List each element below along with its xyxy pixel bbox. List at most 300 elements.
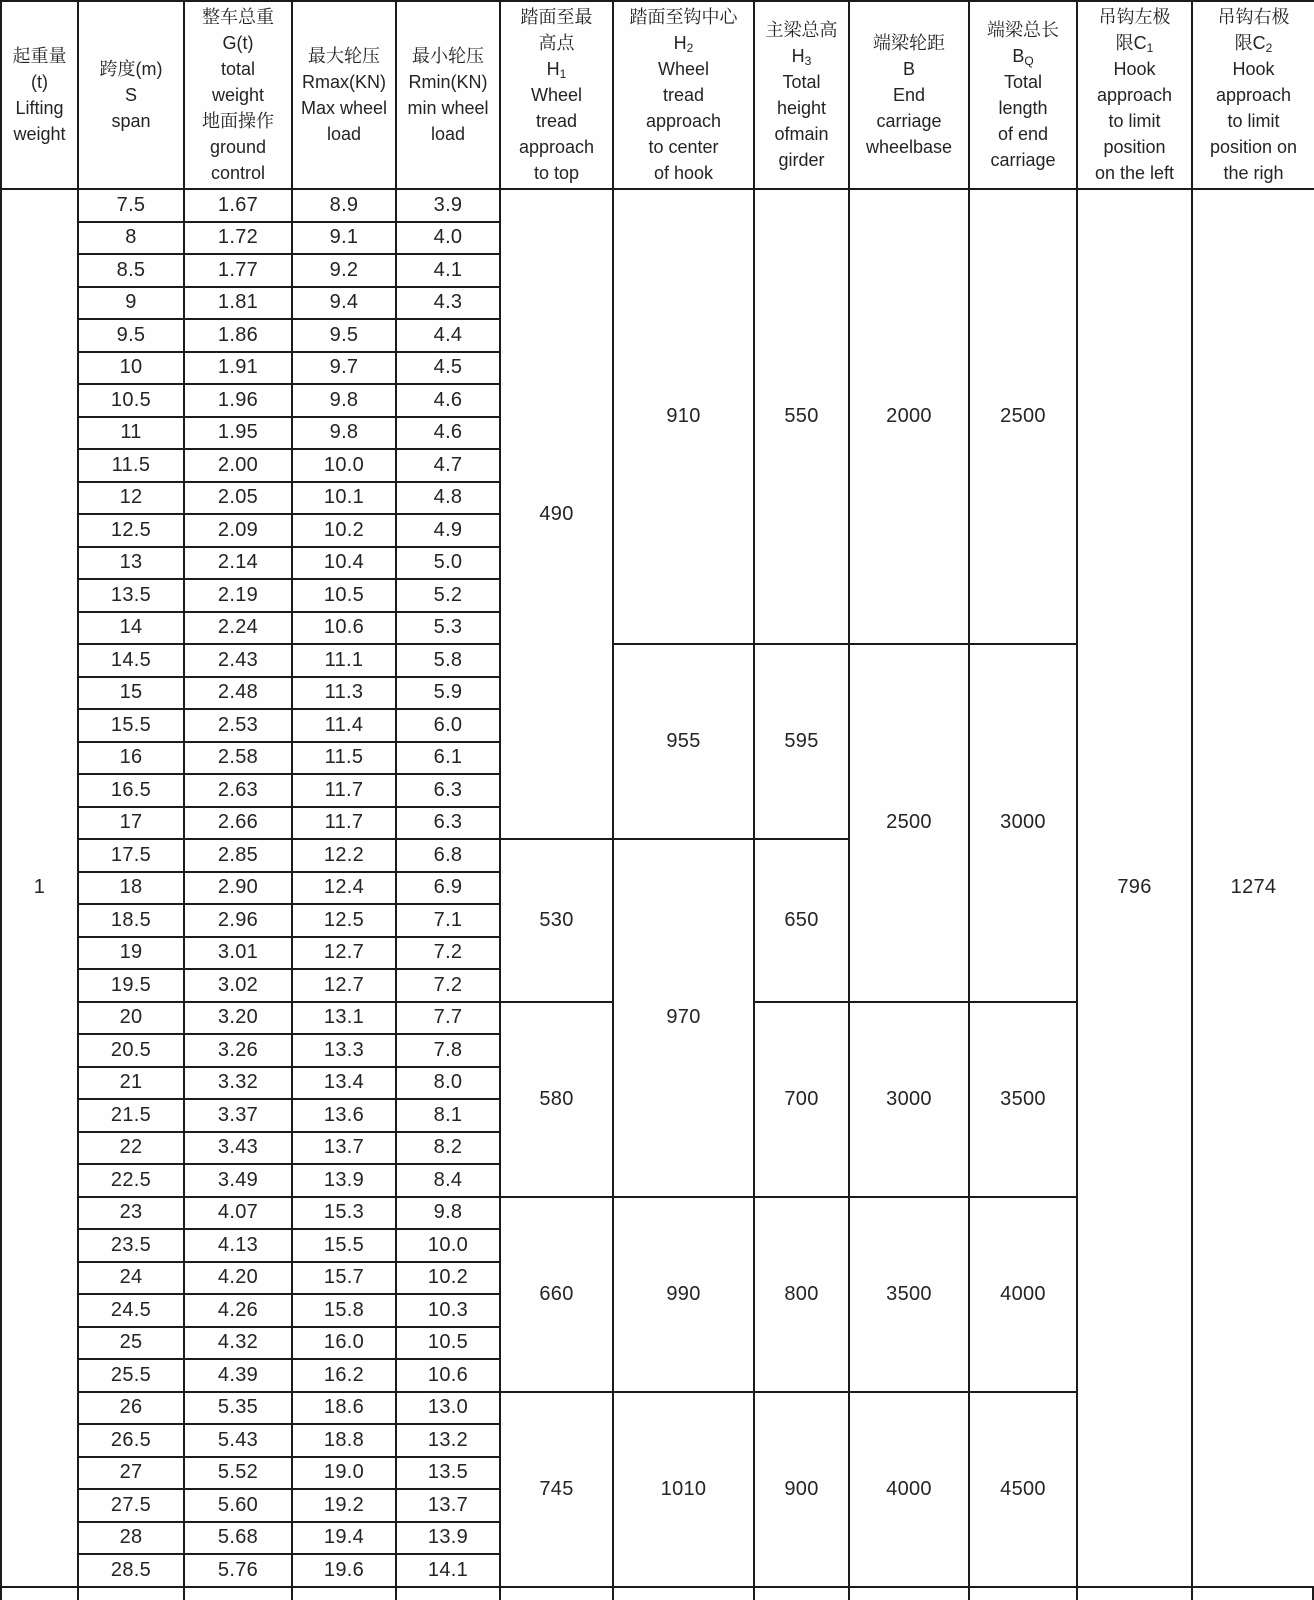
grid-line-stub [395, 1588, 397, 1600]
table-row [1, 189, 1314, 222]
header-line: ground [209, 137, 267, 157]
cell-min_wheel_load: 8.0 [396, 1067, 500, 1100]
cell-h3-merged: 595 [754, 644, 849, 839]
cell-min_wheel_load: 4.1 [396, 254, 500, 287]
cell-bq-merged: 4000 [969, 1197, 1077, 1392]
cell-max_wheel_load: 10.6 [292, 612, 396, 645]
cell-h2-merged: 1010 [613, 1392, 754, 1587]
cell-max_wheel_load: 11.5 [292, 742, 396, 775]
column-header-c2 [1192, 1, 1314, 189]
header-line: wheelbase [865, 137, 953, 157]
header-line: approach [1096, 85, 1173, 105]
column-header-total_weight [184, 1, 292, 189]
header-line: min wheel [407, 98, 489, 118]
cell-min_wheel_load: 4.6 [396, 417, 500, 450]
cell-max_wheel_load: 13.6 [292, 1099, 396, 1132]
header-line: load [430, 124, 466, 144]
cell-total_weight: 4.32 [184, 1327, 292, 1360]
cell-span: 10.5 [78, 384, 184, 417]
header-line: position on [1209, 137, 1298, 157]
cell-min_wheel_load: 7.1 [396, 904, 500, 937]
cell-min_wheel_load: 10.0 [396, 1229, 500, 1262]
header-line: (t) [31, 72, 48, 92]
header-line: $H_2$ [673, 33, 694, 55]
cell-min_wheel_load: 10.5 [396, 1327, 500, 1360]
cell-span: 11 [78, 417, 184, 450]
header-line: S [124, 85, 137, 105]
cell-max_wheel_load: 9.5 [292, 319, 396, 352]
cell-span: 9.5 [78, 319, 184, 352]
cell-span: 18 [78, 872, 184, 905]
cell-b-merged: 2000 [849, 189, 969, 644]
cell-total_weight: 2.66 [184, 807, 292, 840]
cell-max_wheel_load: 12.4 [292, 872, 396, 905]
cell-total_weight: 2.63 [184, 774, 292, 807]
cell-total_weight: 1.86 [184, 319, 292, 352]
subscript: 2 [1265, 41, 1273, 55]
cell-max_wheel_load: 15.3 [292, 1197, 396, 1230]
grid-line-stub [1076, 1588, 1078, 1600]
header-line: 最大轮压 [308, 46, 380, 66]
cell-max_wheel_load: 11.7 [292, 774, 396, 807]
cell-span: 25 [78, 1327, 184, 1360]
cell-max_wheel_load: 16.2 [292, 1359, 396, 1392]
cell-min_wheel_load: 5.9 [396, 677, 500, 710]
cell-min_wheel_load: 7.2 [396, 969, 500, 1002]
cell-min_wheel_load: 7.2 [396, 937, 500, 970]
cell-span: 17.5 [78, 839, 184, 872]
cell-min_wheel_load: 10.6 [396, 1359, 500, 1392]
cell-span: 21 [78, 1067, 184, 1100]
cell-total_weight: 1.67 [184, 189, 292, 222]
header-line: 主梁总高 [765, 20, 838, 40]
cell-min_wheel_load: 13.9 [396, 1522, 500, 1555]
cell-span: 22.5 [78, 1164, 184, 1197]
cell-min_wheel_load: 7.8 [396, 1034, 500, 1067]
cell-max_wheel_load: 9.1 [292, 222, 396, 255]
cell-bq-merged: 2500 [969, 189, 1077, 644]
cell-total_weight: 2.96 [184, 904, 292, 937]
header-line: height [776, 98, 827, 118]
cell-min_wheel_load: 13.0 [396, 1392, 500, 1425]
cell-span: 19.5 [78, 969, 184, 1002]
header-line: tread [662, 85, 705, 105]
header-line: to top [533, 163, 580, 183]
header-line: Wheel [530, 85, 583, 105]
cell-span: 21.5 [78, 1099, 184, 1132]
subscript: 3 [804, 54, 812, 68]
cell-span: 25.5 [78, 1359, 184, 1392]
header-row [1, 1, 1314, 189]
header-line: load [326, 124, 362, 144]
cell-total_weight: 4.20 [184, 1262, 292, 1295]
header-line: carriage [876, 111, 942, 131]
cell-span: 28.5 [78, 1554, 184, 1587]
cell-min_wheel_load: 8.4 [396, 1164, 500, 1197]
cell-c2-merged: 1274 [1192, 189, 1314, 1587]
header-line: 限$C_2$ [1234, 33, 1273, 55]
cell-total_weight: 5.76 [184, 1554, 292, 1587]
cell-h2-merged: 990 [613, 1197, 754, 1392]
cell-total_weight: 3.01 [184, 937, 292, 970]
cell-span: 27 [78, 1457, 184, 1490]
cell-max_wheel_load: 19.0 [292, 1457, 396, 1490]
header-line: 最小轮压 [412, 46, 484, 66]
cell-span: 10 [78, 352, 184, 385]
cell-total_weight: 3.26 [184, 1034, 292, 1067]
header-line: Hook [1232, 59, 1275, 79]
cell-h3-merged: 800 [754, 1197, 849, 1392]
column-header-bq [969, 1, 1077, 189]
cell-total_weight: 5.35 [184, 1392, 292, 1425]
header-line: to limit [1108, 111, 1161, 131]
cell-min_wheel_load: 4.7 [396, 449, 500, 482]
cell-max_wheel_load: 12.2 [292, 839, 396, 872]
cell-max_wheel_load: 11.1 [292, 644, 396, 677]
header-line: of hook [653, 163, 714, 183]
header-line: Max wheel [300, 98, 388, 118]
cell-total_weight: 2.24 [184, 612, 292, 645]
cell-total_weight: 1.81 [184, 287, 292, 320]
cell-bq-merged: 3500 [969, 1002, 1077, 1197]
header-line: 踏面至钩中心 [629, 7, 738, 27]
cell-total_weight: 3.37 [184, 1099, 292, 1132]
header-line: G(t) [222, 33, 254, 53]
cell-max_wheel_load: 13.4 [292, 1067, 396, 1100]
cell-total_weight: 1.95 [184, 417, 292, 450]
grid-line-stub [612, 1588, 614, 1600]
header-line: to limit [1227, 111, 1280, 131]
cell-total_weight: 3.20 [184, 1002, 292, 1035]
column-header-h1 [500, 1, 613, 189]
cell-h3-merged: 700 [754, 1002, 849, 1197]
cell-max_wheel_load: 11.7 [292, 807, 396, 840]
subscript: 2 [686, 41, 694, 55]
cell-max_wheel_load: 12.5 [292, 904, 396, 937]
grid-line-stub [291, 1588, 293, 1600]
cell-min_wheel_load: 14.1 [396, 1554, 500, 1587]
cell-min_wheel_load: 6.3 [396, 807, 500, 840]
subscript: 1 [1146, 41, 1154, 55]
cell-span: 20.5 [78, 1034, 184, 1067]
header-line: control [210, 163, 266, 183]
cell-total_weight: 2.48 [184, 677, 292, 710]
header-line: 地面操作 [202, 111, 274, 131]
grid-line-stub [77, 1588, 79, 1600]
cell-max_wheel_load: 11.3 [292, 677, 396, 710]
cell-min_wheel_load: 4.6 [396, 384, 500, 417]
cell-min_wheel_load: 4.9 [396, 514, 500, 547]
cell-h1-merged: 530 [500, 839, 613, 1002]
cell-total_weight: 2.58 [184, 742, 292, 775]
header-line: 端梁轮距 [873, 33, 945, 53]
cell-min_wheel_load: 7.7 [396, 1002, 500, 1035]
cell-max_wheel_load: 18.6 [292, 1392, 396, 1425]
cell-max_wheel_load: 10.4 [292, 547, 396, 580]
header-line: approach [1215, 85, 1292, 105]
cell-min_wheel_load: 13.2 [396, 1424, 500, 1457]
header-line: $H_1$ [546, 59, 567, 81]
cell-span: 26 [78, 1392, 184, 1425]
cell-h2-merged: 955 [613, 644, 754, 839]
header-line: B [902, 59, 915, 79]
cell-total_weight: 4.26 [184, 1294, 292, 1327]
cell-h2-merged: 910 [613, 189, 754, 644]
header-line: 整车总重 [202, 7, 274, 27]
cell-max_wheel_load: 9.4 [292, 287, 396, 320]
header-line: of end [997, 124, 1049, 144]
header-line: ofmain [774, 124, 829, 144]
header-line: span [111, 111, 151, 131]
column-header-h3 [754, 1, 849, 189]
cell-min_wheel_load: 4.0 [396, 222, 500, 255]
header-line: 限$C_1$ [1115, 33, 1154, 55]
cell-max_wheel_load: 9.8 [292, 384, 396, 417]
cell-min_wheel_load: 6.9 [396, 872, 500, 905]
cell-total_weight: 2.85 [184, 839, 292, 872]
cell-total_weight: 2.43 [184, 644, 292, 677]
cell-max_wheel_load: 15.7 [292, 1262, 396, 1295]
column-header-span [78, 1, 184, 189]
cell-span: 24 [78, 1262, 184, 1295]
cell-h1-merged: 490 [500, 189, 613, 839]
cell-h1-merged: 745 [500, 1392, 613, 1587]
cell-min_wheel_load: 4.3 [396, 287, 500, 320]
cell-min_wheel_load: 5.2 [396, 579, 500, 612]
grid-line-stub [183, 1588, 185, 1600]
cell-max_wheel_load: 9.8 [292, 417, 396, 450]
cell-max_wheel_load: 9.2 [292, 254, 396, 287]
header-line: Hook [1113, 59, 1156, 79]
cell-span: 23 [78, 1197, 184, 1230]
cell-span: 12 [78, 482, 184, 515]
cell-span: 11.5 [78, 449, 184, 482]
cell-h3-merged: 900 [754, 1392, 849, 1587]
header-line: 端梁总长 [987, 20, 1059, 40]
cell-max_wheel_load: 19.2 [292, 1489, 396, 1522]
cell-total_weight: 1.91 [184, 352, 292, 385]
cell-min_wheel_load: 6.3 [396, 774, 500, 807]
cell-total_weight: 3.32 [184, 1067, 292, 1100]
cell-min_wheel_load: 6.1 [396, 742, 500, 775]
table-body [1, 189, 1314, 1587]
cell-span: 8.5 [78, 254, 184, 287]
header-line: carriage [990, 150, 1056, 170]
cell-span: 8 [78, 222, 184, 255]
header-line: length [998, 98, 1048, 118]
cell-total_weight: 5.60 [184, 1489, 292, 1522]
cell-max_wheel_load: 15.8 [292, 1294, 396, 1327]
header-line: 跨度(m) [99, 59, 163, 79]
cell-total_weight: 5.52 [184, 1457, 292, 1490]
header-line: $B_Q$ [1012, 46, 1034, 68]
cell-span: 20 [78, 1002, 184, 1035]
cell-span: 15.5 [78, 709, 184, 742]
header-line: weight [13, 124, 66, 144]
header-line: Rmin(KN) [408, 72, 488, 92]
header-line: girder [778, 150, 825, 170]
cell-span: 16 [78, 742, 184, 775]
cell-span: 18.5 [78, 904, 184, 937]
cell-total_weight: 1.96 [184, 384, 292, 417]
cell-total_weight: 1.72 [184, 222, 292, 255]
cell-total_weight: 2.19 [184, 579, 292, 612]
column-header-c1 [1077, 1, 1192, 189]
cell-b-merged: 2500 [849, 644, 969, 1002]
subscript: Q [1024, 54, 1034, 68]
cell-span: 22 [78, 1132, 184, 1165]
cell-span: 23.5 [78, 1229, 184, 1262]
cell-max_wheel_load: 12.7 [292, 937, 396, 970]
grid-line-stub [848, 1588, 850, 1600]
cell-h3-merged: 550 [754, 189, 849, 644]
cell-span: 24.5 [78, 1294, 184, 1327]
cell-max_wheel_load: 13.9 [292, 1164, 396, 1197]
cell-lifting_weight-merged: 1 [1, 189, 78, 1587]
cell-min_wheel_load: 13.7 [396, 1489, 500, 1522]
cell-span: 27.5 [78, 1489, 184, 1522]
header-line: 高点 [538, 33, 575, 53]
cell-max_wheel_load: 19.6 [292, 1554, 396, 1587]
cell-total_weight: 5.43 [184, 1424, 292, 1457]
cell-total_weight: 4.39 [184, 1359, 292, 1392]
cell-c1-merged: 796 [1077, 189, 1192, 1587]
cell-total_weight: 3.49 [184, 1164, 292, 1197]
cell-max_wheel_load: 12.7 [292, 969, 396, 1002]
cell-min_wheel_load: 9.8 [396, 1197, 500, 1230]
cell-total_weight: 2.09 [184, 514, 292, 547]
header-line: the righ [1223, 163, 1284, 183]
grid-line-stub [499, 1588, 501, 1600]
grid-line-stub [753, 1588, 755, 1600]
cell-total_weight: 2.14 [184, 547, 292, 580]
grid-line-stub [968, 1588, 970, 1600]
cell-max_wheel_load: 19.4 [292, 1522, 396, 1555]
cell-min_wheel_load: 3.9 [396, 189, 500, 222]
cell-h1-merged: 580 [500, 1002, 613, 1197]
header-line: Lifting [15, 98, 64, 118]
cell-h3-merged: 650 [754, 839, 849, 1002]
column-header-max_wheel_load [292, 1, 396, 189]
cell-span: 16.5 [78, 774, 184, 807]
header-line: tread [535, 111, 578, 131]
header-line: weight [211, 85, 265, 105]
cell-span: 15 [78, 677, 184, 710]
cell-span: 26.5 [78, 1424, 184, 1457]
cell-max_wheel_load: 10.0 [292, 449, 396, 482]
header-line: $H_3$ [791, 46, 812, 68]
column-header-min_wheel_load [396, 1, 500, 189]
cell-total_weight: 4.13 [184, 1229, 292, 1262]
header-line: End [892, 85, 926, 105]
cell-total_weight: 2.53 [184, 709, 292, 742]
cell-span: 9 [78, 287, 184, 320]
cell-span: 13.5 [78, 579, 184, 612]
cell-total_weight: 2.90 [184, 872, 292, 905]
cell-b-merged: 3500 [849, 1197, 969, 1392]
cell-b-merged: 3000 [849, 1002, 969, 1197]
cell-span: 12.5 [78, 514, 184, 547]
cutoff-next-row-strip [0, 1588, 1314, 1600]
cell-min_wheel_load: 10.3 [396, 1294, 500, 1327]
header-line: 吊钩左极 [1098, 7, 1171, 27]
cell-total_weight: 4.07 [184, 1197, 292, 1230]
cell-min_wheel_load: 5.0 [396, 547, 500, 580]
cell-bq-merged: 3000 [969, 644, 1077, 1002]
cell-min_wheel_load: 6.0 [396, 709, 500, 742]
header-line: Wheel [657, 59, 710, 79]
header-line: position [1103, 137, 1166, 157]
cell-max_wheel_load: 13.7 [292, 1132, 396, 1165]
cell-h1-merged: 660 [500, 1197, 613, 1392]
cell-min_wheel_load: 13.5 [396, 1457, 500, 1490]
cell-min_wheel_load: 4.5 [396, 352, 500, 385]
column-header-b [849, 1, 969, 189]
cell-span: 14 [78, 612, 184, 645]
cell-max_wheel_load: 16.0 [292, 1327, 396, 1360]
header-line: 踏面至最 [520, 7, 593, 27]
cell-min_wheel_load: 8.1 [396, 1099, 500, 1132]
cell-max_wheel_load: 9.7 [292, 352, 396, 385]
grid-line-stub [1191, 1588, 1193, 1600]
cell-max_wheel_load: 10.1 [292, 482, 396, 515]
cell-max_wheel_load: 8.9 [292, 189, 396, 222]
cell-span: 7.5 [78, 189, 184, 222]
cell-total_weight: 3.43 [184, 1132, 292, 1165]
header-line: Total [782, 72, 821, 92]
cell-total_weight: 2.05 [184, 482, 292, 515]
subscript: 1 [559, 67, 567, 81]
cell-span: 28 [78, 1522, 184, 1555]
cell-max_wheel_load: 15.5 [292, 1229, 396, 1262]
cell-max_wheel_load: 18.8 [292, 1424, 396, 1457]
cell-span: 14.5 [78, 644, 184, 677]
header-line: 吊钩右极 [1217, 7, 1290, 27]
cell-bq-merged: 4500 [969, 1392, 1077, 1587]
header-line: on the left [1094, 163, 1175, 183]
cell-span: 19 [78, 937, 184, 970]
cell-span: 17 [78, 807, 184, 840]
cell-total_weight: 3.02 [184, 969, 292, 1002]
cell-total_weight: 5.68 [184, 1522, 292, 1555]
cell-min_wheel_load: 4.4 [396, 319, 500, 352]
cell-min_wheel_load: 8.2 [396, 1132, 500, 1165]
cell-max_wheel_load: 11.4 [292, 709, 396, 742]
cell-max_wheel_load: 13.1 [292, 1002, 396, 1035]
cell-min_wheel_load: 6.8 [396, 839, 500, 872]
header-line: total [220, 59, 256, 79]
cell-max_wheel_load: 13.3 [292, 1034, 396, 1067]
header-line: to center [648, 137, 719, 157]
cell-max_wheel_load: 10.2 [292, 514, 396, 547]
cell-min_wheel_load: 10.2 [396, 1262, 500, 1295]
header-line: 起重量 [12, 46, 67, 66]
cell-min_wheel_load: 4.8 [396, 482, 500, 515]
column-header-h2 [613, 1, 754, 189]
header-line: Rmax(KN) [302, 72, 386, 92]
table-header [1, 1, 1314, 189]
cell-total_weight: 1.77 [184, 254, 292, 287]
cell-max_wheel_load: 10.5 [292, 579, 396, 612]
grid-line-stub [0, 1588, 2, 1600]
header-line: Total [1003, 72, 1043, 92]
header-line: approach [518, 137, 595, 157]
cell-min_wheel_load: 5.3 [396, 612, 500, 645]
cell-total_weight: 2.00 [184, 449, 292, 482]
cell-min_wheel_load: 5.8 [396, 644, 500, 677]
cell-b-merged: 4000 [849, 1392, 969, 1587]
header-line: approach [645, 111, 722, 131]
